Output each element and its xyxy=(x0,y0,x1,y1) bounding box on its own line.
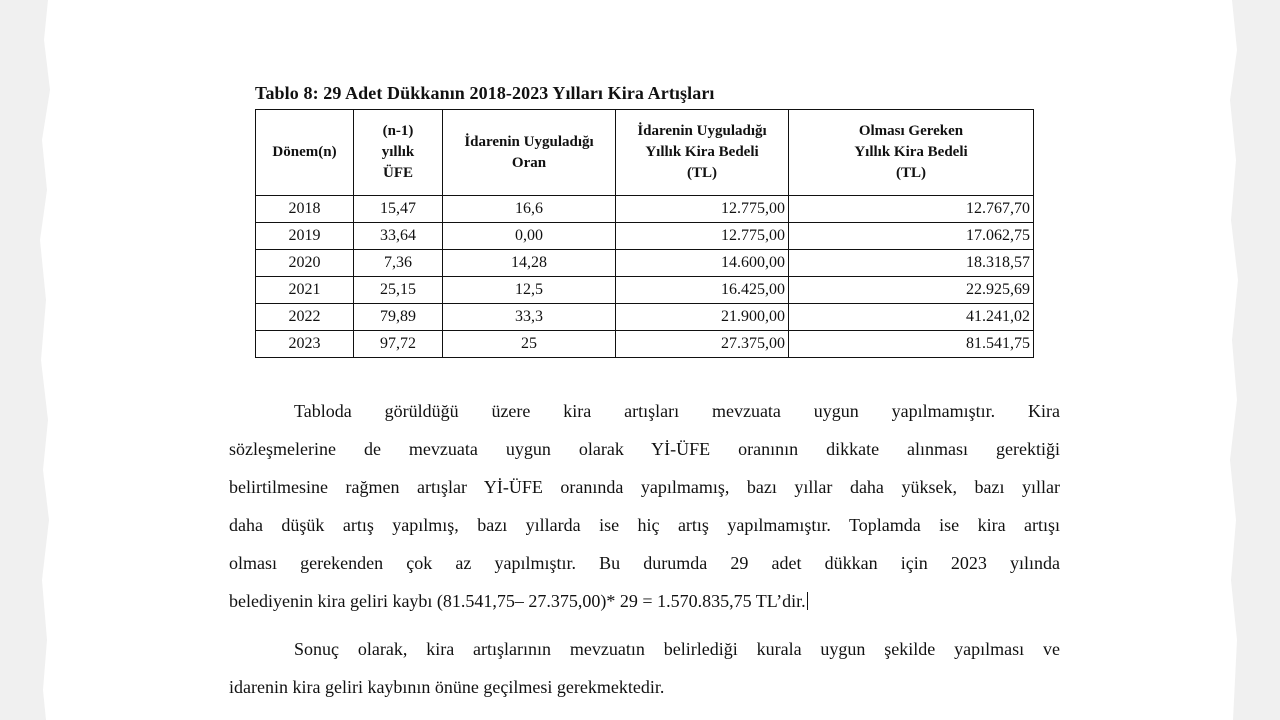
table-row xyxy=(256,331,1034,358)
text-line-final-content: belediyenin kira geliri kaybı (81.541,75– 27.375,00)* 29 = 1.570.835,75 TL’dir. xyxy=(229,591,806,611)
cell-period: 2021 xyxy=(256,277,354,304)
cell-ufe: 33,64 xyxy=(354,223,443,250)
cell-applied-rent: 16.425,00 xyxy=(616,277,789,304)
cell-required-rent: 18.318,57 xyxy=(789,250,1034,277)
table-header-row xyxy=(256,110,1034,196)
text-line: sözleşmelerine de mevzuata uygun olarak Yİ-ÜFE oranının dikkate alınması gerektiği xyxy=(229,439,1060,459)
cell-required-rent: 12.767,70 xyxy=(789,196,1034,223)
header-applied-rent xyxy=(616,110,789,196)
text-line: olması gerekenden çok az yapılmıştır. Bu durumda 29 adet dükkan için 2023 yılında xyxy=(229,553,1060,573)
cell-applied-rate: 12,5 xyxy=(443,277,616,304)
cell-applied-rate: 16,6 xyxy=(443,196,616,223)
text-line-final xyxy=(229,582,1060,620)
cell-required-rent: 41.241,02 xyxy=(789,304,1034,331)
cell-ufe: 7,36 xyxy=(354,250,443,277)
cell-ufe: 15,47 xyxy=(354,196,443,223)
cell-ufe: 97,72 xyxy=(354,331,443,358)
cell-required-rent: 22.925,69 xyxy=(789,277,1034,304)
header-applied-rate xyxy=(443,110,616,196)
paragraph-analysis xyxy=(229,392,1060,620)
cell-period: 2018 xyxy=(256,196,354,223)
cell-period: 2023 xyxy=(256,331,354,358)
paragraph-conclusion xyxy=(229,630,1060,706)
text-line: Tabloda görüldüğü üzere kira artışları mevzuata uygun yapılmamıştır. Kira xyxy=(294,401,1060,421)
header-ufe xyxy=(354,110,443,196)
rent-table xyxy=(255,109,1034,358)
header-applied-rate-text: İdarenin Uyguladığı Oran xyxy=(464,133,594,171)
table-row xyxy=(256,196,1034,223)
cell-applied-rent: 12.775,00 xyxy=(616,223,789,250)
cell-period: 2019 xyxy=(256,223,354,250)
text-line: belirtilmesine rağmen artışlar Yİ-ÜFE oranında yapılmamış, bazı yıllar daha yüksek, bazı yıllar xyxy=(229,477,1060,497)
cell-applied-rent: 14.600,00 xyxy=(616,250,789,277)
header-period-text: Dönem(n) xyxy=(272,144,337,160)
header-period xyxy=(256,110,354,196)
cell-ufe: 79,89 xyxy=(354,304,443,331)
cell-applied-rate: 25 xyxy=(443,331,616,358)
table-row xyxy=(256,277,1034,304)
cell-required-rent: 17.062,75 xyxy=(789,223,1034,250)
header-required-rent-text: Olması Gereken Yıllık Kira Bedeli (TL) xyxy=(854,123,968,181)
text-cursor xyxy=(807,592,808,610)
cell-applied-rate: 14,28 xyxy=(443,250,616,277)
header-applied-rent-text: İdarenin Uyguladığı Yıllık Kira Bedeli (TL) xyxy=(637,123,767,181)
table-row xyxy=(256,250,1034,277)
table-row xyxy=(256,223,1034,250)
text-line: daha düşük artış yapılmış, bazı yıllarda ise hiç artış yapılmamıştır. Toplamda ise kira artışı xyxy=(229,515,1060,535)
cell-applied-rent: 27.375,00 xyxy=(616,331,789,358)
cell-applied-rent: 21.900,00 xyxy=(616,304,789,331)
text-line: idarenin kira geliri kaybının önüne geçilmesi gerekmektedir. xyxy=(229,677,665,697)
torn-edge-right xyxy=(1200,0,1246,720)
torn-edge-left xyxy=(34,0,80,720)
table-row xyxy=(256,304,1034,331)
table-caption: Tablo 8: 29 Adet Dükkanın 2018-2023 Yılları Kira Artışları xyxy=(255,83,715,103)
header-ufe-text: (n-1) yıllık ÜFE xyxy=(381,123,415,181)
cell-period: 2020 xyxy=(256,250,354,277)
text-line: Sonuç olarak, kira artışlarının mevzuatın belirlediği kurala uygun şekilde yapılması ve xyxy=(294,639,1060,659)
cell-ufe: 25,15 xyxy=(354,277,443,304)
cell-applied-rent: 12.775,00 xyxy=(616,196,789,223)
cell-period: 2022 xyxy=(256,304,354,331)
cell-required-rent: 81.541,75 xyxy=(789,331,1034,358)
cell-applied-rate: 0,00 xyxy=(443,223,616,250)
header-required-rent xyxy=(789,110,1034,196)
cell-applied-rate: 33,3 xyxy=(443,304,616,331)
